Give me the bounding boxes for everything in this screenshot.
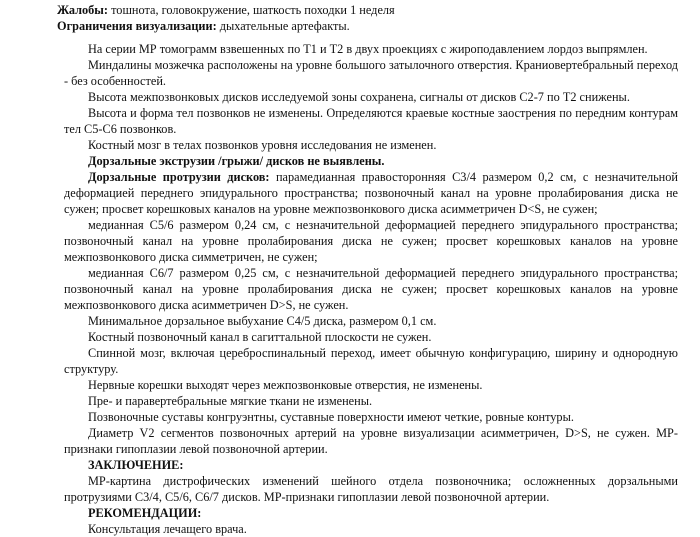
finding-nerve-roots: Нервные корешки выходят через межпозвонковые отверстия, не изменены. (88, 378, 483, 392)
limits-label: Ограничения визуализации: (57, 19, 217, 33)
finding-spinal-cord: Спинной мозг, включая цереброспинальный переход, имеет обычную конфигурацию, ширину и однородную структуру. (64, 346, 678, 376)
conclusion-title (64, 457, 678, 473)
finding-soft-tissues: Пре- и паравертебральные мягкие ткани не изменены. (88, 394, 373, 408)
finding-protrusion-c56: медианная С5/6 размером 0,24 см, с незначительной деформацией переднего эпидурального пространства; позвоночный канал на уровне пролабирования диска не сужен; просвет корешковых каналов на уровне межпозвонкового диска симметричен, не сужен; (64, 218, 678, 264)
complaints-text: тошнота, головокружение, шаткость походки 1 неделя (108, 3, 395, 17)
complaints-line (57, 2, 678, 18)
finding-tonsils: Миндалины мозжечка расположены на уровне большого затылочного отверстия. Краниовертебральный переход - без особенностей. (64, 58, 678, 88)
finding-disc-height: Высота межпозвонковых дисков исследуемой зоны сохранена, сигналы от дисков С2-7 по Т2 снижены. (88, 90, 630, 104)
extrusions-text: Дорзальные экструзии /грыжи/ дисков не выявлены. (88, 154, 385, 168)
recommendations-text: Консультация лечащего врача. (88, 522, 247, 536)
finding-protrusion-c67: медианная С6/7 размером 0,25 см, с незначительной деформацией переднего эпидурального пространства; позвоночный канал на уровне пролабирования диска не сужен; просвет корешковых каналов на уровне межпозвонкового диска асимметричен D>S, не сужен. (64, 266, 678, 312)
recommendations-title (64, 505, 678, 521)
recommendations-heading: РЕКОМЕНДАЦИИ: (88, 506, 202, 520)
finding-bone-marrow: Костный мозг в телах позвонков уровня исследования не изменен. (88, 138, 437, 152)
complaints-label: Жалобы: (57, 3, 109, 17)
finding-bulge-c45: Минимальное дорзальное выбухание С4/5 диска, размером 0,1 см. (88, 314, 437, 328)
finding-facet-joints: Позвоночные суставы конгруэнтны, суставные поверхности имеют четкие, ровные контуры. (88, 410, 574, 424)
protrusions-label: Дорзальные протрузии дисков: (88, 170, 270, 184)
protrusions-c34-text: парамедианная правосторонняя С3/4 размером 0,2 см, с незначительной деформацией переднего эпидурального пространства; позвоночный канал на уровне пролабирования диска не сужен; просвет корешковых каналов на уровне межпозвонкового диска асимметричен D<S, не сужен; (64, 170, 678, 216)
limits-text: дыхательные артефакты. (216, 19, 350, 33)
conclusion-heading: ЗАКЛЮЧЕНИЕ: (88, 458, 184, 472)
limits-line (57, 18, 678, 34)
finding-extrusions (64, 153, 678, 169)
finding-spinal-canal: Костный позвоночный канал в сагиттальной плоскости не сужен. (88, 330, 432, 344)
conclusion-text: МР-картина дистрофических изменений шейного отдела позвоночника; осложненных дорзальными протрузиями С3/4, С5/6, С6/7 дисков. МР-признаки гипоплазии левой позвоночной артерии. (64, 474, 678, 504)
finding-lordosis: На серии МР томограмм взвешенных по Т1 и Т2 в двух проекциях с жироподавлением лордоз выпрямлен. (88, 42, 648, 56)
finding-protrusions (64, 169, 678, 217)
finding-vertebral-bodies: Высота и форма тел позвонков не изменены. Определяются краевые костные заострения по передним контурам тел С5-С6 позвонков. (64, 106, 678, 136)
finding-vertebral-arteries: Диаметр V2 сегментов позвоночных артерий на уровне визуализации асимметричен, D>S, не сужен. МР-признаки гипоплазии левой позвоночной артерии. (64, 426, 678, 456)
